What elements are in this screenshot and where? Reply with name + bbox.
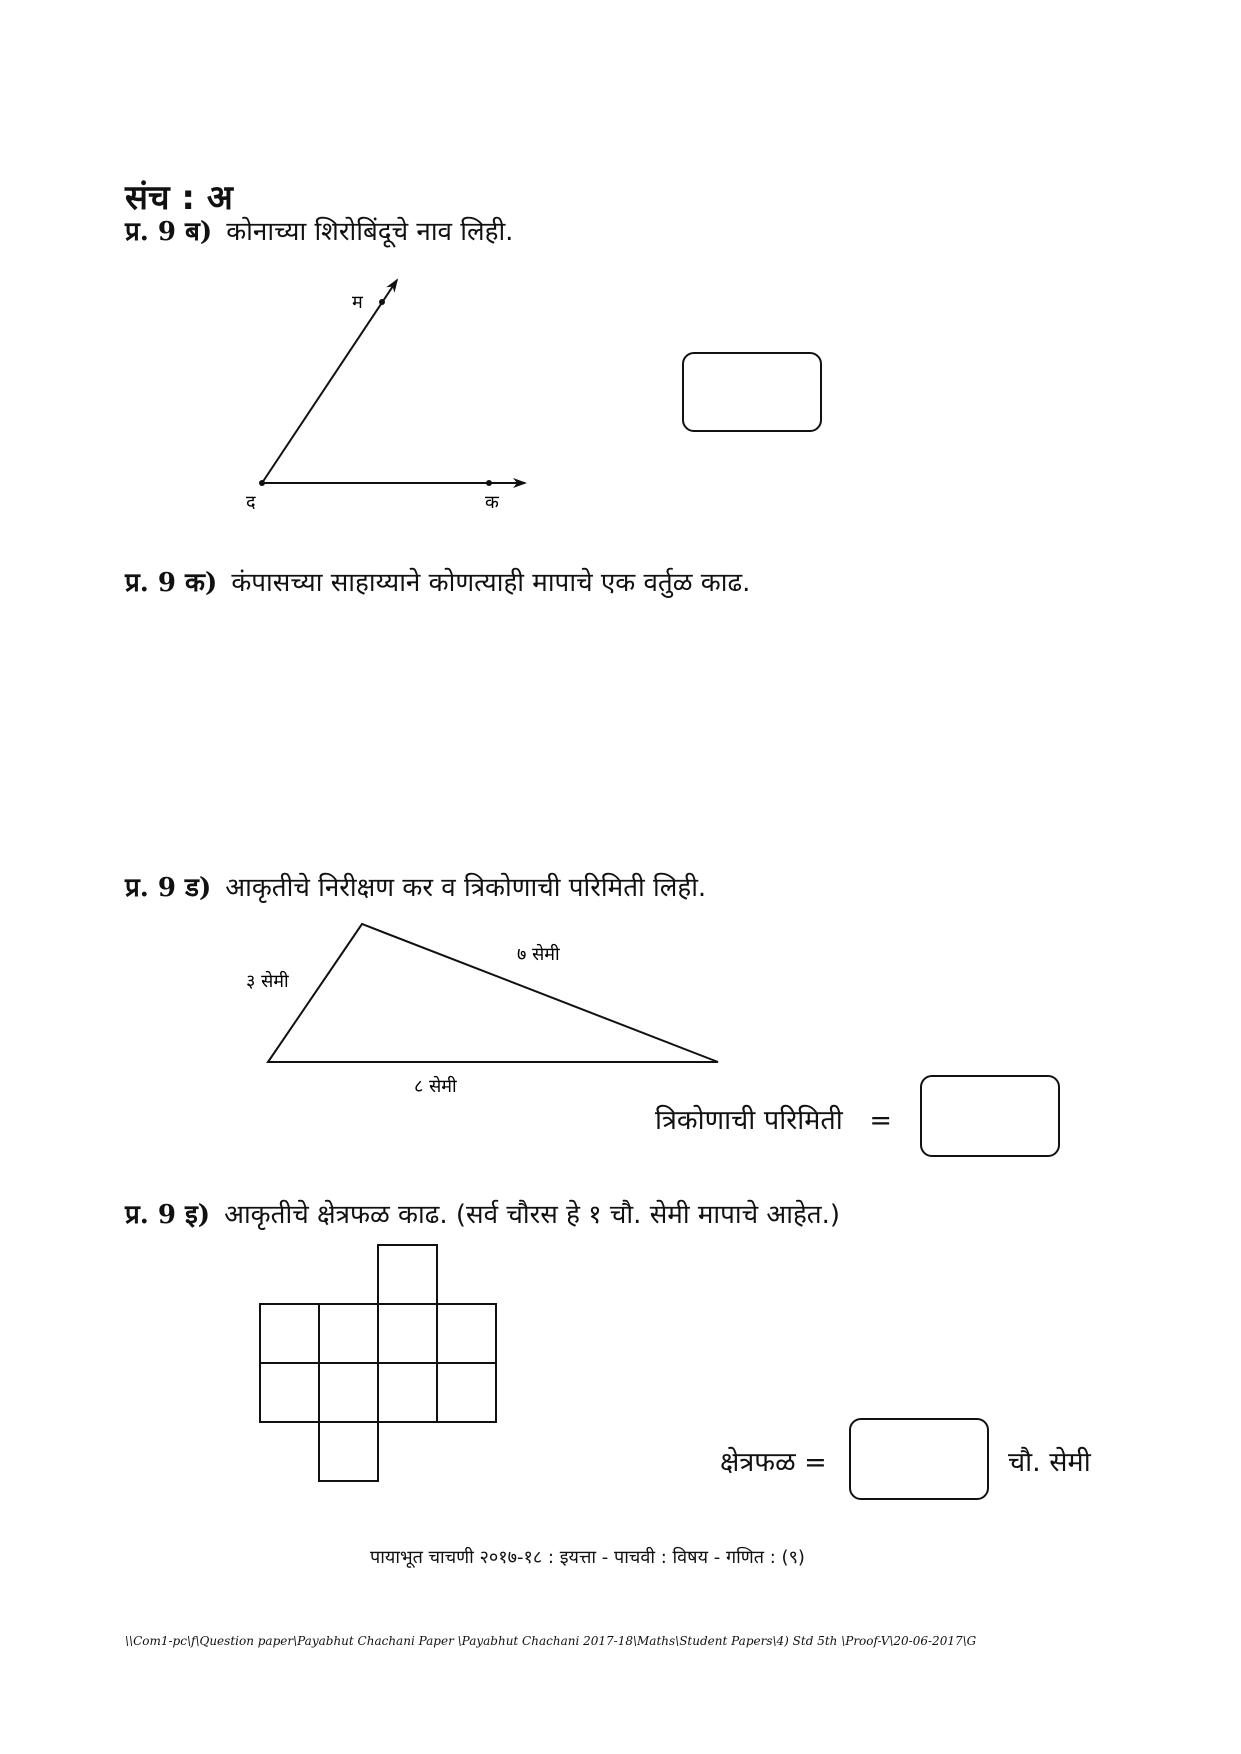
grid-square: [319, 1304, 378, 1363]
triangle-figure: [246, 924, 718, 1097]
ray-dm: [262, 280, 397, 483]
label-m: म: [352, 292, 363, 313]
angle-figure: [246, 280, 525, 513]
triangle: [268, 924, 718, 1062]
perimeter-answer-box[interactable]: [920, 1075, 1060, 1157]
area-answer-box[interactable]: [849, 1418, 989, 1500]
grid-square: [378, 1304, 437, 1363]
side-top-label: ७ सेमी: [517, 944, 560, 965]
area-label: क्षेत्रफळ =: [720, 1447, 827, 1478]
set-title: संच : अ: [125, 178, 233, 218]
vertex-point: [259, 480, 265, 486]
question-number: प्र. 9 क): [125, 568, 218, 598]
question-text: कोनाच्या शिरोबिंदूचे नाव लिही.: [226, 217, 514, 247]
file-path: \\Com1-pc\f\Question paper\Payabhut Chachani Paper \Payabhut Chachani 2017-18\Maths\Student Papers\4) Std 5th \Proof-V\20-06-2017\G: [125, 1634, 977, 1648]
grid-square: [437, 1304, 496, 1363]
question-number: प्र. 9 ड): [125, 873, 212, 903]
side-bottom-label: ८ सेमी: [414, 1076, 457, 1097]
question-text: आकृतीचे निरीक्षण कर व त्रिकोणाची परिमिती लिही.: [225, 873, 707, 903]
grid-square: [319, 1363, 378, 1422]
grid-square: [319, 1422, 378, 1481]
grid-square: [437, 1363, 496, 1422]
point-k: [486, 480, 492, 486]
perimeter-label: त्रिकोणाची परिमिती =: [655, 1105, 892, 1136]
area-unit: चौ. सेमी: [1008, 1447, 1091, 1478]
grid-square: [378, 1245, 437, 1304]
grid-square: [260, 1304, 319, 1363]
side-left-label: ३ सेमी: [246, 971, 289, 992]
question-number: प्र. 9 इ): [125, 1200, 211, 1230]
point-m: [379, 299, 385, 305]
label-k: क: [485, 492, 499, 513]
question-number: प्र. 9 ब): [125, 217, 213, 247]
question-text: कंपासच्या साहाय्याने कोणत्याही मापाचे एक वर्तुळ काढ.: [231, 568, 751, 598]
grid-square: [378, 1363, 437, 1422]
grid-square: [260, 1363, 319, 1422]
page-footer: पायाभूत चाचणी २०१७-१८ : इयत्ता - पाचवी : विषय - गणित : (९): [370, 1547, 805, 1568]
equals-sign: =: [869, 1105, 892, 1136]
vertex-answer-box[interactable]: [682, 352, 822, 432]
area-grid-figure: [260, 1245, 496, 1481]
question-text: आकृतीचे क्षेत्रफळ काढ. (सर्व चौरस हे १ चौ. सेमी मापाचे आहेत.): [224, 1200, 840, 1230]
label-d: द: [246, 492, 256, 513]
